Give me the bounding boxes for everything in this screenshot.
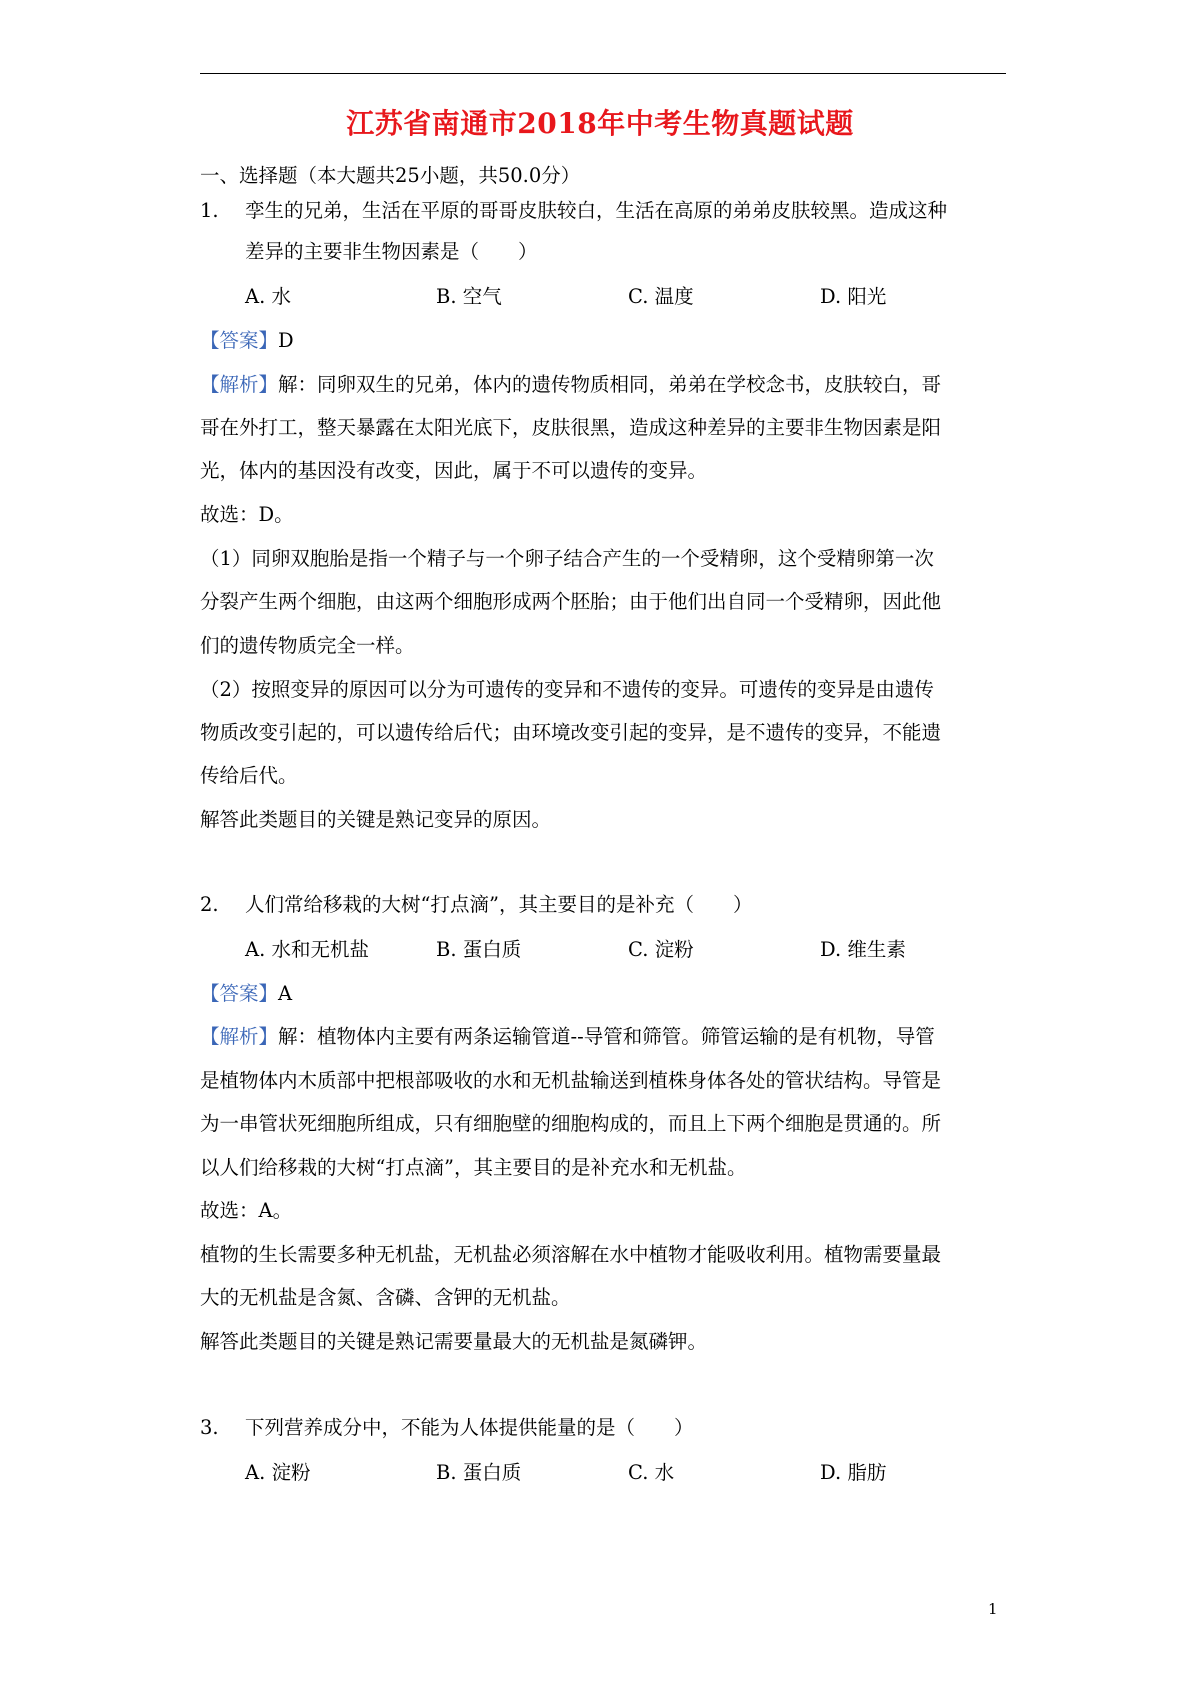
question-stem: 下列营养成分中，不能为人体提供能量的是（ ）	[245, 1416, 694, 1439]
option-c: C. 温度	[628, 285, 694, 308]
analysis-line	[200, 1023, 935, 1051]
answer-tag-close: 】	[258, 329, 279, 352]
question-stem: 孪生的兄弟，生活在平原的哥哥皮肤较白，生活在高原的弟弟皮肤较黑。造成这种	[245, 199, 948, 222]
option-c: C. 水	[628, 1461, 675, 1484]
note-text: 们的遗传物质完全一样。	[200, 634, 415, 657]
answer-tag-open: 【	[200, 982, 220, 1005]
option-d: D. 阳光	[820, 285, 887, 308]
note-text: 物质改变引起的，可以遗传给后代；由环境改变引起的变异，是不遗传的变异，不能遗	[200, 721, 942, 744]
analysis-tag-open: 【	[200, 373, 220, 396]
analysis-tag-close: 】	[258, 373, 279, 396]
answer-tag-open: 【	[200, 329, 220, 352]
analysis-text: 解：同卵双生的兄弟，体内的遗传物质相同，弟弟在学校念书，皮肤较白，哥	[278, 373, 942, 396]
question-stem: 人们常给移栽的大树“打点滴”，其主要目的是补充（ ）	[245, 893, 753, 916]
analysis-text: 以人们给移栽的大树“打点滴”，其主要目的是补充水和无机盐。	[200, 1156, 747, 1179]
analysis-text: 是植物体内木质部中把根部吸收的水和无机盐输送到植株身体各处的管状结构。导管是	[200, 1069, 942, 1092]
option-a: A. 淀粉	[245, 1461, 311, 1484]
answer-tag: 答案	[219, 329, 259, 352]
note-text: 解答此类题目的关键是熟记需要量最大的无机盐是氮磷钾。	[200, 1330, 708, 1353]
option-a: A. 水	[245, 285, 291, 308]
question-number: 1.	[200, 199, 219, 222]
analysis-text: 哥在外打工，整天暴露在太阳光底下，皮肤很黑，造成这种差异的主要非生物因素是阳	[200, 416, 942, 439]
analysis-text: 解：植物体内主要有两条运输管道--导管和筛管。筛管运输的是有机物，导管	[278, 1025, 935, 1048]
question-stem: 差异的主要非生物因素是（ ）	[245, 240, 538, 263]
option-b: B. 蛋白质	[436, 1461, 522, 1484]
analysis-tag: 解析	[219, 1025, 259, 1048]
note-text: （1）同卵双胞胎是指一个精子与一个卵子结合产生的一个受精卵，这个受精卵第一次	[200, 547, 934, 570]
answer-tag: 答案	[219, 982, 259, 1005]
document-title: 江苏省南通市2018年中考生物真题试题	[346, 107, 854, 140]
analysis-tag-close: 】	[258, 1025, 279, 1048]
option-d: D. 维生素	[820, 938, 906, 961]
answer-line	[200, 980, 292, 1008]
header-rule	[200, 73, 1006, 74]
answer-value: A	[278, 982, 293, 1005]
answer-value: D	[278, 329, 294, 352]
question-number: 2.	[200, 893, 219, 916]
analysis-text: 为一串管状死细胞所组成，只有细胞壁的细胞构成的，而且上下两个细胞是贯通的。所	[200, 1112, 942, 1135]
question-number: 3.	[200, 1416, 219, 1439]
note-text: 解答此类题目的关键是熟记变异的原因。	[200, 808, 552, 831]
option-c: C. 淀粉	[628, 938, 694, 961]
page-number: 1	[988, 1600, 998, 1618]
analysis-tag: 解析	[219, 373, 259, 396]
note-text: 植物的生长需要多种无机盐，无机盐必须溶解在水中植物才能吸收利用。植物需要量最	[200, 1243, 942, 1266]
option-b: B. 空气	[436, 285, 502, 308]
analysis-text: 光，体内的基因没有改变，因此，属于不可以遗传的变异。	[200, 459, 708, 482]
choose-line: 故选：D。	[200, 503, 294, 526]
analysis-line	[200, 371, 941, 399]
note-text: 分裂产生两个细胞，由这两个细胞形成两个胚胎；由于他们出自同一个受精卵，因此他	[200, 590, 942, 613]
note-text: （2）按照变异的原因可以分为可遗传的变异和不遗传的变异。可遗传的变异是由遗传	[200, 678, 934, 701]
section-heading: 一、选择题（本大题共25小题，共50.0分）	[200, 164, 581, 187]
option-b: B. 蛋白质	[436, 938, 522, 961]
note-text: 传给后代。	[200, 764, 298, 787]
analysis-tag-open: 【	[200, 1025, 220, 1048]
answer-tag-close: 】	[258, 982, 279, 1005]
answer-line	[200, 327, 294, 355]
option-d: D. 脂肪	[820, 1461, 887, 1484]
note-text: 大的无机盐是含氮、含磷、含钾的无机盐。	[200, 1286, 571, 1309]
choose-line: 故选：A。	[200, 1199, 293, 1222]
option-a: A. 水和无机盐	[245, 938, 369, 961]
